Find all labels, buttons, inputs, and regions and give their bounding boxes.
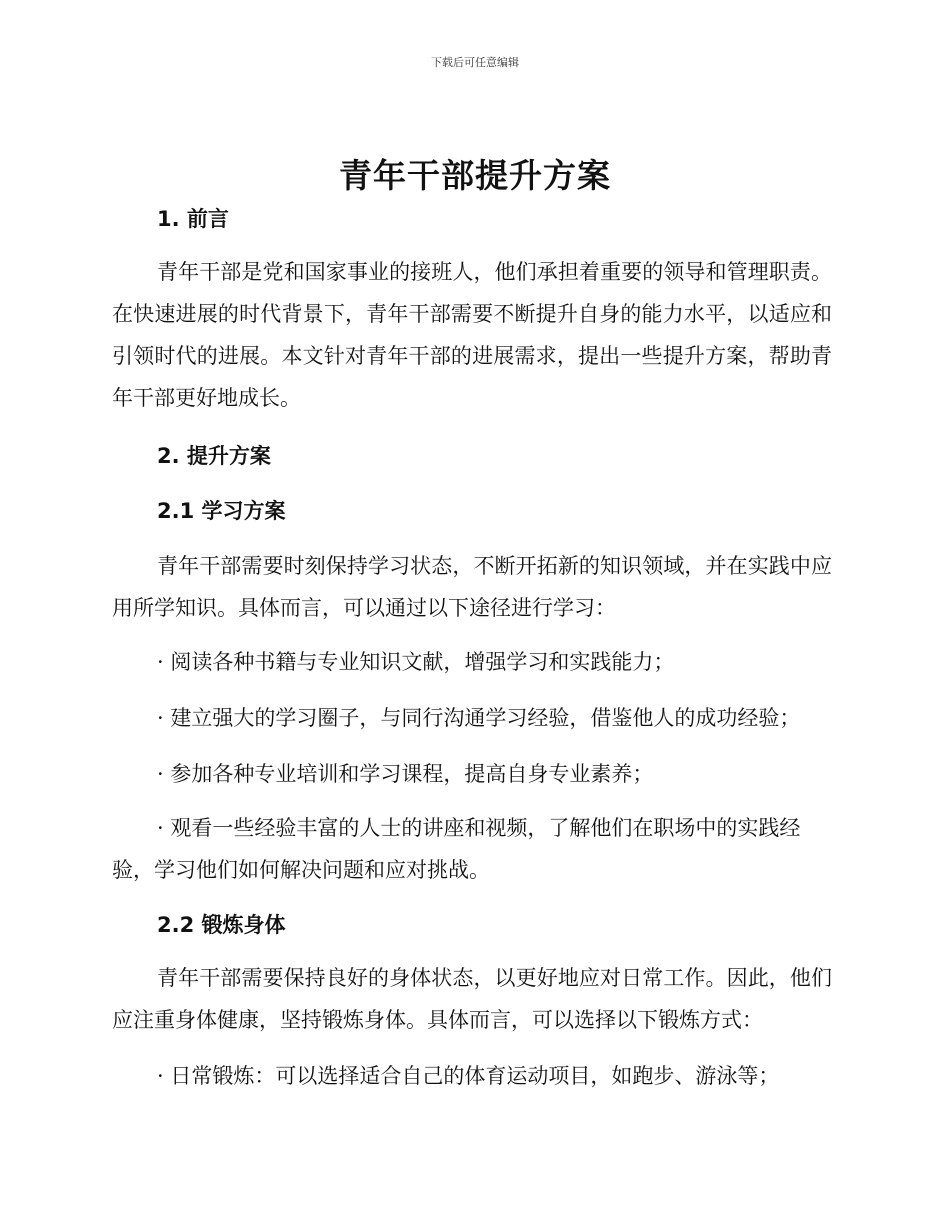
exercise-bullet-1: · 日常锻炼：可以选择适合自己的体育运动项目，如跑步、游泳等； <box>157 1064 780 1088</box>
study-paragraph-container <box>112 545 832 629</box>
document-title: 青年干部提升方案 <box>339 156 611 195</box>
study-bullet-1: · 阅读各种书籍与专业知识文献，增强学习和实践能力； <box>157 650 675 674</box>
header-note: 下载后可任意编辑 <box>431 56 519 69</box>
section-heading-exercise: 2.2 锻炼身体 <box>157 913 286 937</box>
section-heading-intro: 1. 前言 <box>157 207 229 231</box>
study-bullet-4: · 观看一些经验丰富的人士的讲座和视频，了解他们在职场中的实践经验，学习他们如何解决问题和应对挑战。 <box>112 816 801 882</box>
section-heading-plan: 2. 提升方案 <box>157 444 271 468</box>
study-bullet-2: · 建立强大的学习圈子，与同行沟通学习经验，借鉴他人的成功经验； <box>157 706 801 730</box>
study-paragraph: 青年干部需要时刻保持学习状态，不断开拓新的知识领域，并在实践中应用所学知识。具体而言，可以通过以下途径进行学习： <box>112 554 832 620</box>
study-bullet-3: · 参加各种专业培训和学习课程，提高自身专业素养； <box>157 762 654 786</box>
intro-paragraph: 青年干部是党和国家事业的接班人，他们承担着重要的领导和管理职责。在快速进展的时代背景下，青年干部需要不断提升自身的能力水平，以适应和引领时代的进展。本文针对青年干部的进展需求，提出一些提升方案，帮助青年干部更好地成长。 <box>112 260 832 410</box>
exercise-paragraph-container <box>112 957 832 1041</box>
exercise-paragraph: 青年干部需要保持良好的身体状态，以更好地应对日常工作。因此，他们应注重身体健康，坚持锻炼身体。具体而言，可以选择以下锻炼方式： <box>112 966 832 1032</box>
section-heading-study: 2.1 学习方案 <box>157 499 286 523</box>
intro-paragraph-container <box>112 251 832 419</box>
